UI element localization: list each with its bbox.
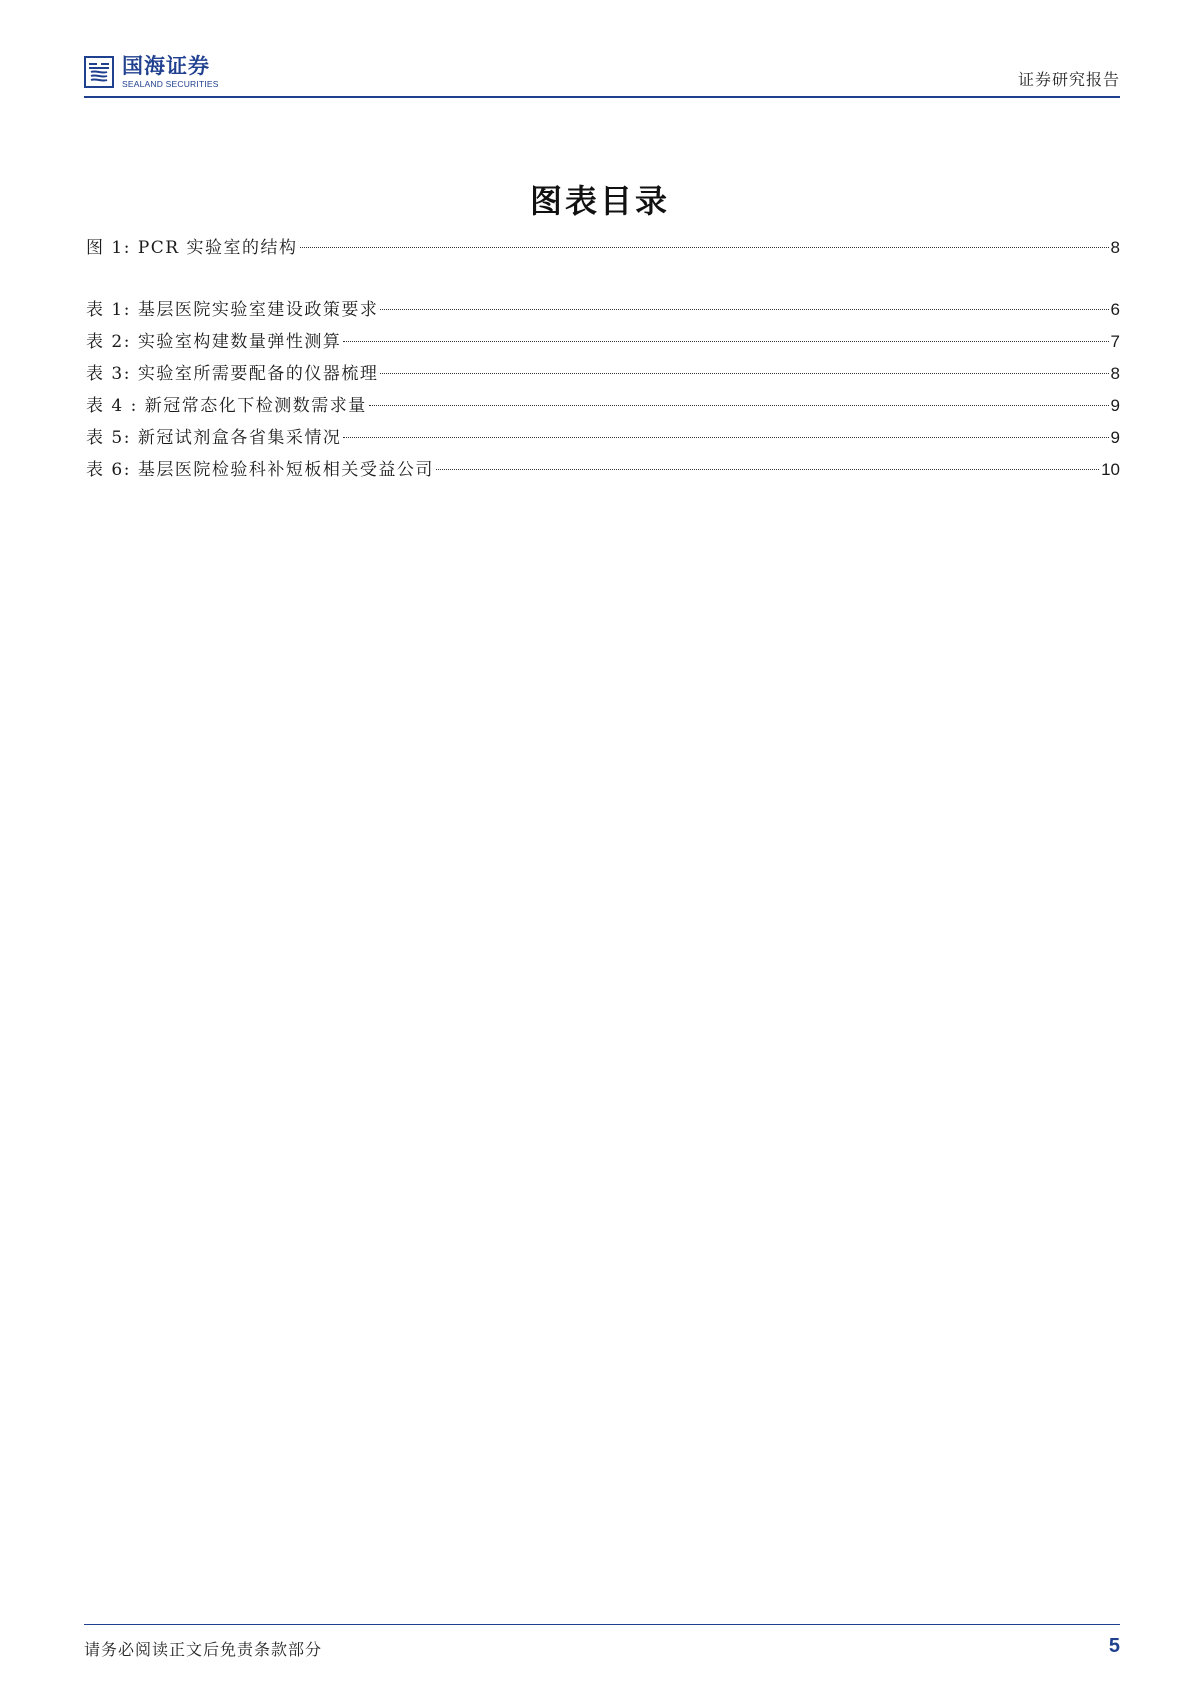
dot-leader <box>436 469 1099 470</box>
toc-entry-figure-1[interactable] <box>86 232 1120 264</box>
sealand-logo-icon <box>84 56 114 88</box>
toc-entry-page: 7 <box>1110 332 1120 351</box>
dot-leader <box>380 373 1108 374</box>
table-of-figures <box>86 232 1120 486</box>
toc-entry-page: 9 <box>1110 396 1120 415</box>
toc-entry-table-4[interactable] <box>86 390 1120 422</box>
toc-entry-label: 表 5: 新冠试剂盒各省集采情况 <box>86 428 342 448</box>
toc-entry-label: 图 1: PCR 实验室的结构 <box>86 238 298 258</box>
dot-leader <box>380 309 1108 310</box>
toc-entry-page: 9 <box>1110 428 1120 447</box>
toc-entry-page: 10 <box>1101 460 1120 479</box>
company-logo <box>84 54 219 90</box>
toc-entry-label: 表 1: 基层医院实验室建设政策要求 <box>86 300 379 320</box>
toc-entry-page: 8 <box>1110 364 1120 383</box>
dot-leader <box>343 341 1108 342</box>
logo-chinese-name: 国海证券 <box>122 53 210 78</box>
table-list <box>86 294 1120 486</box>
logo-english-name: SEALAND SECURITIES <box>122 78 219 89</box>
toc-entry-page: 6 <box>1110 300 1120 319</box>
figure-list <box>86 232 1120 264</box>
page-footer <box>84 1624 1120 1665</box>
dot-leader <box>369 405 1109 406</box>
toc-entry-label: 表 6: 基层医院检验科补短板相关受益公司 <box>86 460 434 480</box>
document-type-label: 证券研究报告 <box>1017 70 1120 89</box>
disclaimer-link[interactable]: 请务必阅读正文后免责条款部分 <box>84 1640 323 1659</box>
dot-leader <box>300 247 1109 248</box>
dot-leader <box>343 437 1108 438</box>
page-number: 5 <box>1108 1635 1120 1657</box>
toc-entry-table-3[interactable] <box>86 358 1120 390</box>
toc-entry-table-2[interactable] <box>86 326 1120 358</box>
toc-entry-label: 表 2: 实验室构建数量弹性测算 <box>86 332 342 352</box>
toc-entry-table-1[interactable] <box>86 294 1120 326</box>
toc-entry-page: 8 <box>1110 238 1120 257</box>
page-header <box>84 52 1120 98</box>
page-title: 图表目录 <box>529 182 670 220</box>
toc-entry-table-5[interactable] <box>86 422 1120 454</box>
toc-entry-label: 表 4 : 新冠常态化下检测数需求量 <box>86 396 367 416</box>
toc-entry-table-6[interactable] <box>86 454 1120 486</box>
toc-entry-label: 表 3: 实验室所需要配备的仪器梳理 <box>86 364 379 384</box>
